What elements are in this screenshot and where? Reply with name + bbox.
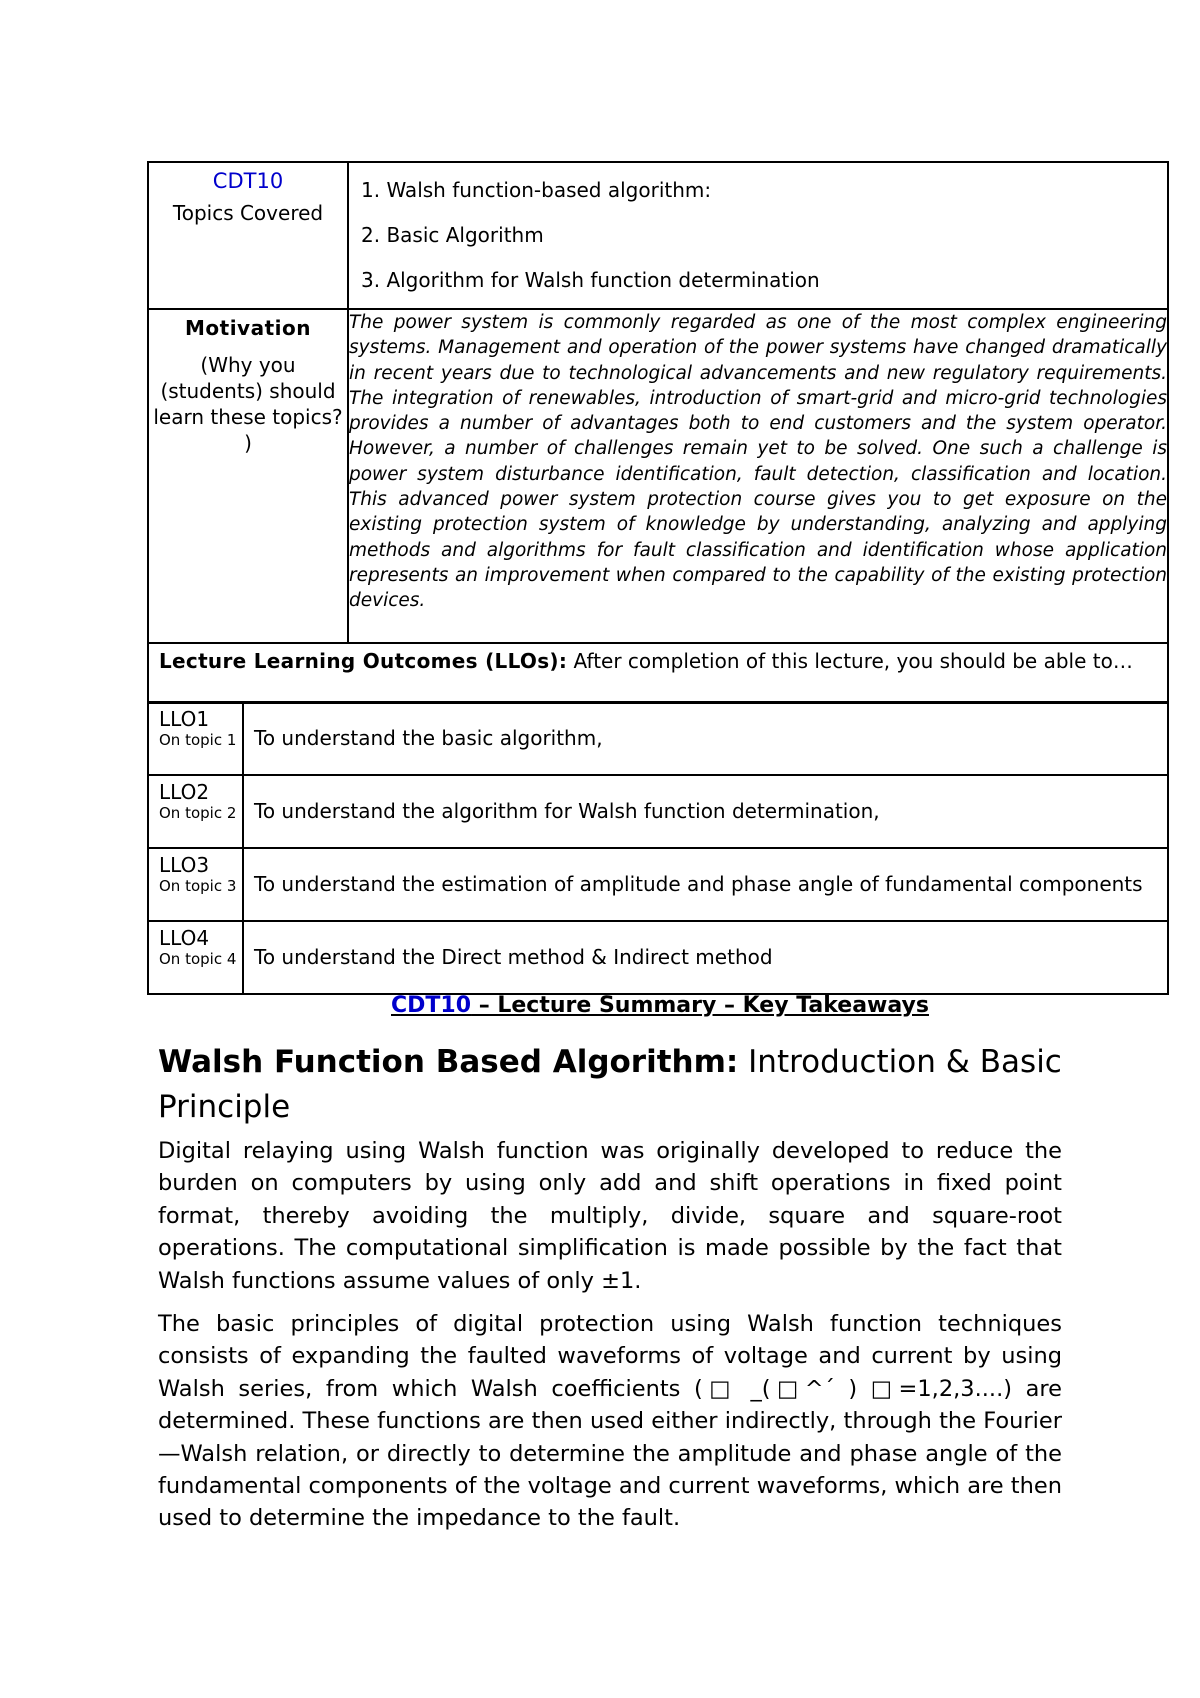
topics-list-cell <box>348 162 1168 309</box>
llo-topic: On topic 2 <box>159 804 237 822</box>
llo-header <box>148 643 1168 703</box>
llo-header-row <box>148 643 1168 703</box>
llo-row <box>148 921 1168 994</box>
llo-table <box>147 701 1169 995</box>
motivation-title: Motivation <box>185 316 311 340</box>
llo-id-cell <box>148 775 243 848</box>
llo-code: LLO2 <box>159 780 210 804</box>
topics-row <box>148 162 1168 309</box>
llo-id-cell <box>148 921 243 994</box>
llo-row <box>148 702 1168 775</box>
paragraph-principles: The basic principles of digital protection using Walsh function techniques consists of expanding the faulted waveforms of voltage and current by using Walsh series, from which Walsh coefficients (□ _(□^´ ) □=1,2,3....) are determined. These functions are then used either indirectly, through the Fourier—Walsh relation, or directly to determine the amplitude and phase angle of the fundamental components of the voltage and current waveforms, which are then used to determine the impedance to the fault. <box>158 1311 1062 1532</box>
motivation-subtitle: (Why you (students) should learn these topics? ) <box>153 353 343 455</box>
llo-row <box>148 848 1168 921</box>
motivation-row <box>148 309 1168 643</box>
topics-label-cell <box>148 162 348 309</box>
topics-covered-label: Topics Covered <box>172 201 324 225</box>
llo-header-bold: Lecture Learning Outcomes (LLOs): <box>159 649 568 673</box>
llo-text: To understand the estimation of amplitude and phase angle of fundamental components <box>243 848 1168 921</box>
motivation-label-cell <box>148 309 348 643</box>
paragraph-intro: Digital relaying using Walsh function was originally developed to reduce the burden on computers by using only add and shift operations in fixed point format, thereby avoiding the multiply, divide, square and square-root operations. The computational simplification is made possible by the fact that Walsh functions assume values of only ±1. <box>158 1138 1062 1294</box>
section-heading-rest: Introduction & Basic Principle <box>158 1044 1062 1125</box>
llo-code: LLO4 <box>159 926 210 950</box>
llo-text: To understand the Direct method & Indirect method <box>243 921 1168 994</box>
summary-cdt-link[interactable]: CDT10 <box>391 993 472 1018</box>
cdt-code: CDT10 <box>212 169 284 193</box>
motivation-text: The power system is commonly regarded as one of the most complex engineering systems. Management and operation of the power systems have changed dramatically in recent years due to technological advancements and new regulatory requirements. The integration of renewables, introduction of smart-grid and micro-grid technologies provides a number of advantages both to end customers and the system operator. However, a number of challenges remain yet to be solved. One such a challenge is power system disturbance identification, fault detection, classification and location. This advanced power system protection course gives you to get exposure on the existing protection system of knowledge by understanding, analyzing and applying methods and algorithms for fault classification and identification whose application represents an improvement when compared to the capability of the existing protection devices. <box>348 309 1168 643</box>
topic-item: 3. Algorithm for Walsh function determination <box>361 268 820 292</box>
summary-title-rest: – Lecture Summary – Key Takeaways <box>471 993 929 1018</box>
topic-list <box>349 163 1167 308</box>
llo-code: LLO3 <box>159 853 210 877</box>
section-heading <box>158 1040 1108 1130</box>
topic-item: 1. Walsh function-based algorithm: <box>361 178 712 202</box>
llo-topic: On topic 4 <box>159 950 237 968</box>
llo-id-cell <box>148 848 243 921</box>
llo-topic: On topic 1 <box>159 731 237 749</box>
lecture-summary-title <box>0 993 1200 1018</box>
llo-topic: On topic 3 <box>159 877 237 895</box>
llo-text: To understand the algorithm for Walsh function determination, <box>243 775 1168 848</box>
llo-header-rest: After completion of this lecture, you should be able to… <box>567 649 1133 673</box>
llo-code: LLO1 <box>159 707 210 731</box>
llo-text: To understand the basic algorithm, <box>243 702 1168 775</box>
llo-id-cell <box>148 702 243 775</box>
topic-item: 2. Basic Algorithm <box>361 223 544 247</box>
llo-row <box>148 775 1168 848</box>
section-heading-bold: Walsh Function Based Algorithm: <box>158 1044 739 1080</box>
cdt-info-table <box>147 161 1169 704</box>
